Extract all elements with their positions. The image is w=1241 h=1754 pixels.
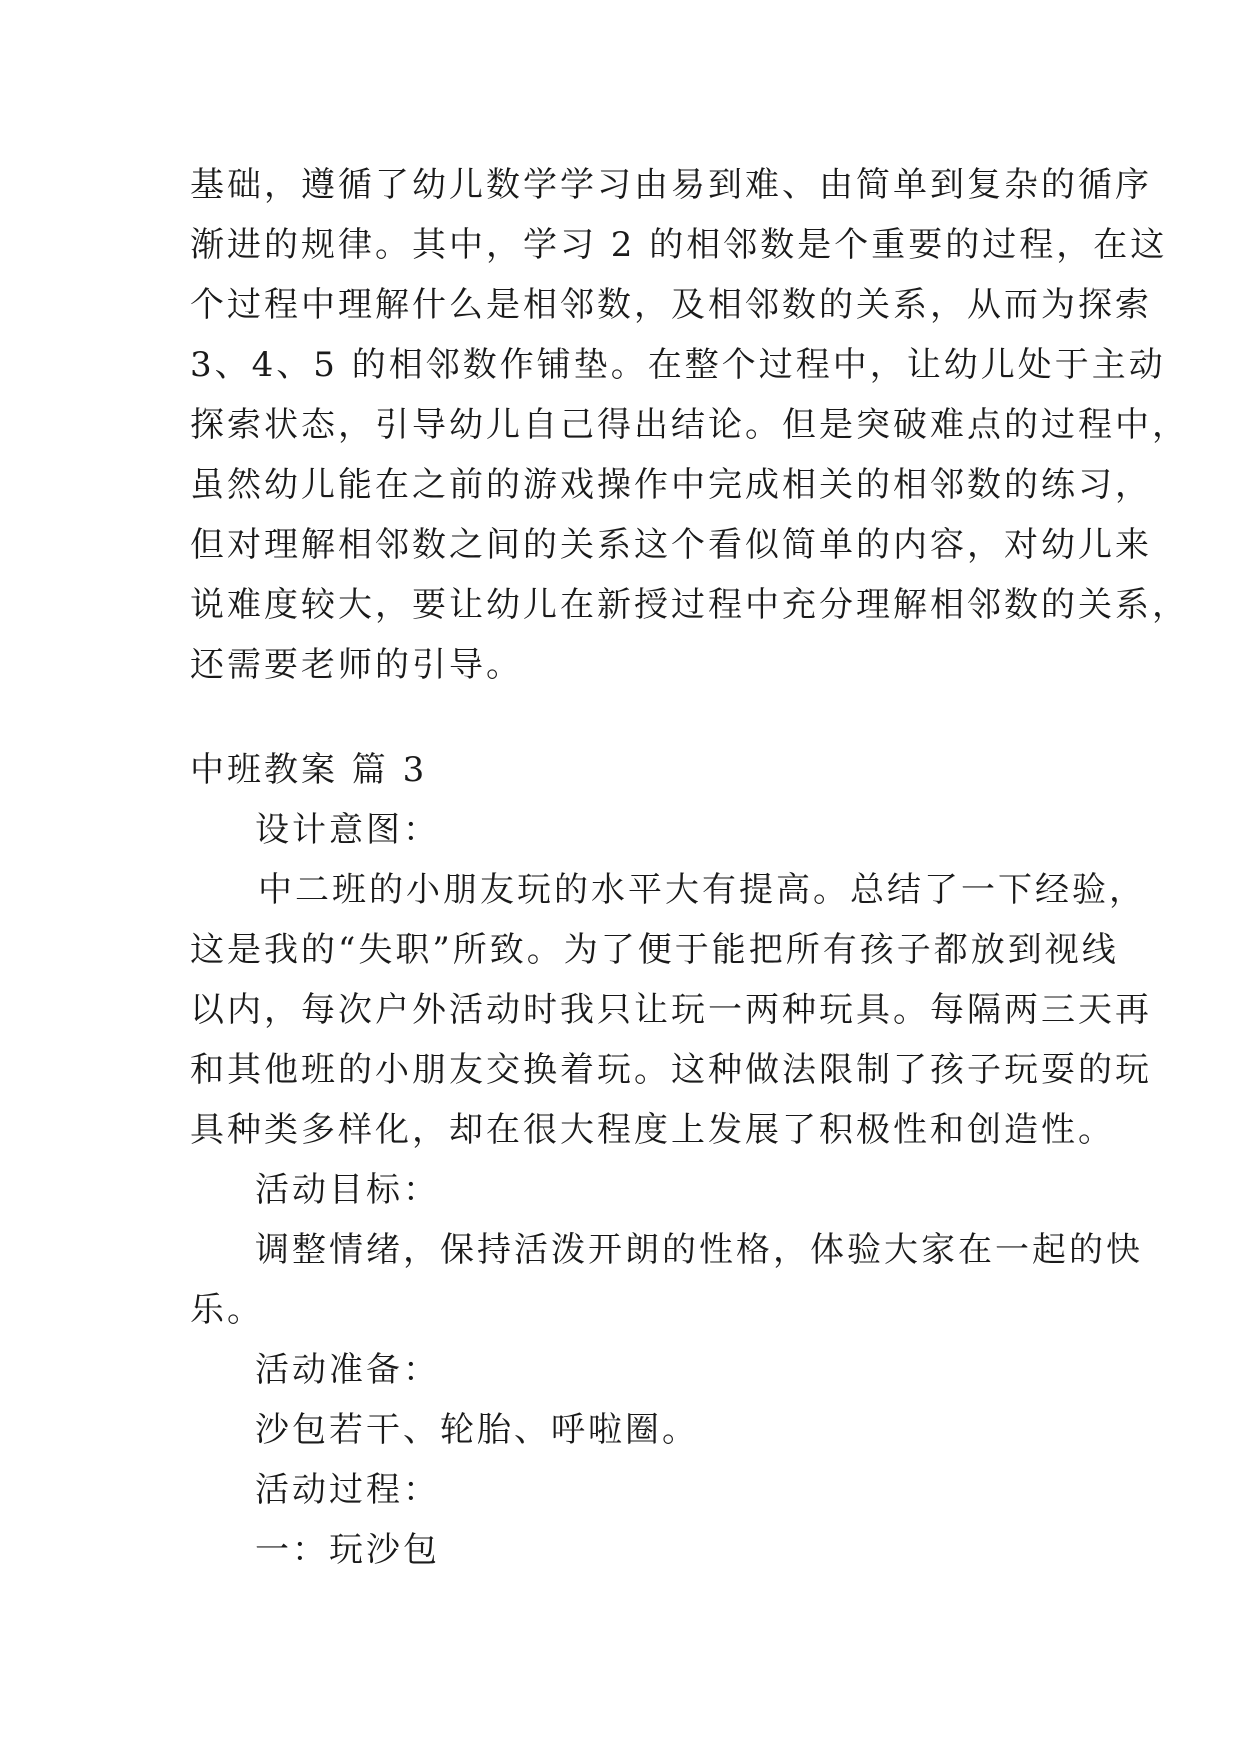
paragraph-line: 探索状态，引导幼儿自己得出结论。但是突破难点的过程中， [190, 405, 1189, 445]
paragraph-line: 3、4、5 的相邻数作铺垫。在整个过程中，让幼儿处于主动 [190, 345, 1166, 385]
design-intent-label: 设计意图： [255, 810, 440, 850]
activity-step-1: 一：玩沙包 [255, 1530, 440, 1570]
paragraph-line: 中二班的小朋友玩的水平大有提高。总结了一下经验， [258, 870, 1146, 910]
section-heading: 中班教案 篇 3 [190, 750, 428, 790]
paragraph-line: 基础，遵循了幼儿数学学习由易到难、由简单到复杂的循序 [190, 165, 1152, 205]
paragraph-line: 说难度较大，要让幼儿在新授过程中充分理解相邻数的关系， [190, 585, 1189, 625]
paragraph-line: 个过程中理解什么是相邻数，及相邻数的关系，从而为探索 [190, 285, 1152, 325]
paragraph-line: 渐进的规律。其中，学习 2 的相邻数是个重要的过程，在这 [190, 225, 1168, 265]
activity-prep-label: 活动准备： [255, 1350, 440, 1390]
activity-goal-label: 活动目标： [255, 1170, 440, 1210]
paragraph-line: 还需要老师的引导。 [190, 645, 523, 685]
paragraph-line: 虽然幼儿能在之前的游戏操作中完成相关的相邻数的练习， [190, 465, 1152, 505]
paragraph-line: 具种类多样化，却在很大程度上发展了积极性和创造性。 [190, 1110, 1115, 1150]
activity-process-label: 活动过程： [255, 1470, 440, 1510]
paragraph-line: 以内，每次户外活动时我只让玩一两种玩具。每隔两三天再 [190, 990, 1152, 1030]
paragraph-line: 但对理解相邻数之间的关系这个看似简单的内容，对幼儿来 [190, 525, 1152, 565]
paragraph-line: 乐。 [190, 1290, 264, 1330]
activity-prep-text: 沙包若干、轮胎、呼啦圈。 [255, 1410, 699, 1450]
paragraph-line: 调整情绪，保持活泼开朗的性格，体验大家在一起的快 [255, 1230, 1143, 1270]
paragraph-line: 这是我的“失职”所致。为了便于能把所有孩子都放到视线 [190, 930, 1119, 970]
paragraph-line: 和其他班的小朋友交换着玩。这种做法限制了孩子玩耍的玩 [190, 1050, 1152, 1090]
